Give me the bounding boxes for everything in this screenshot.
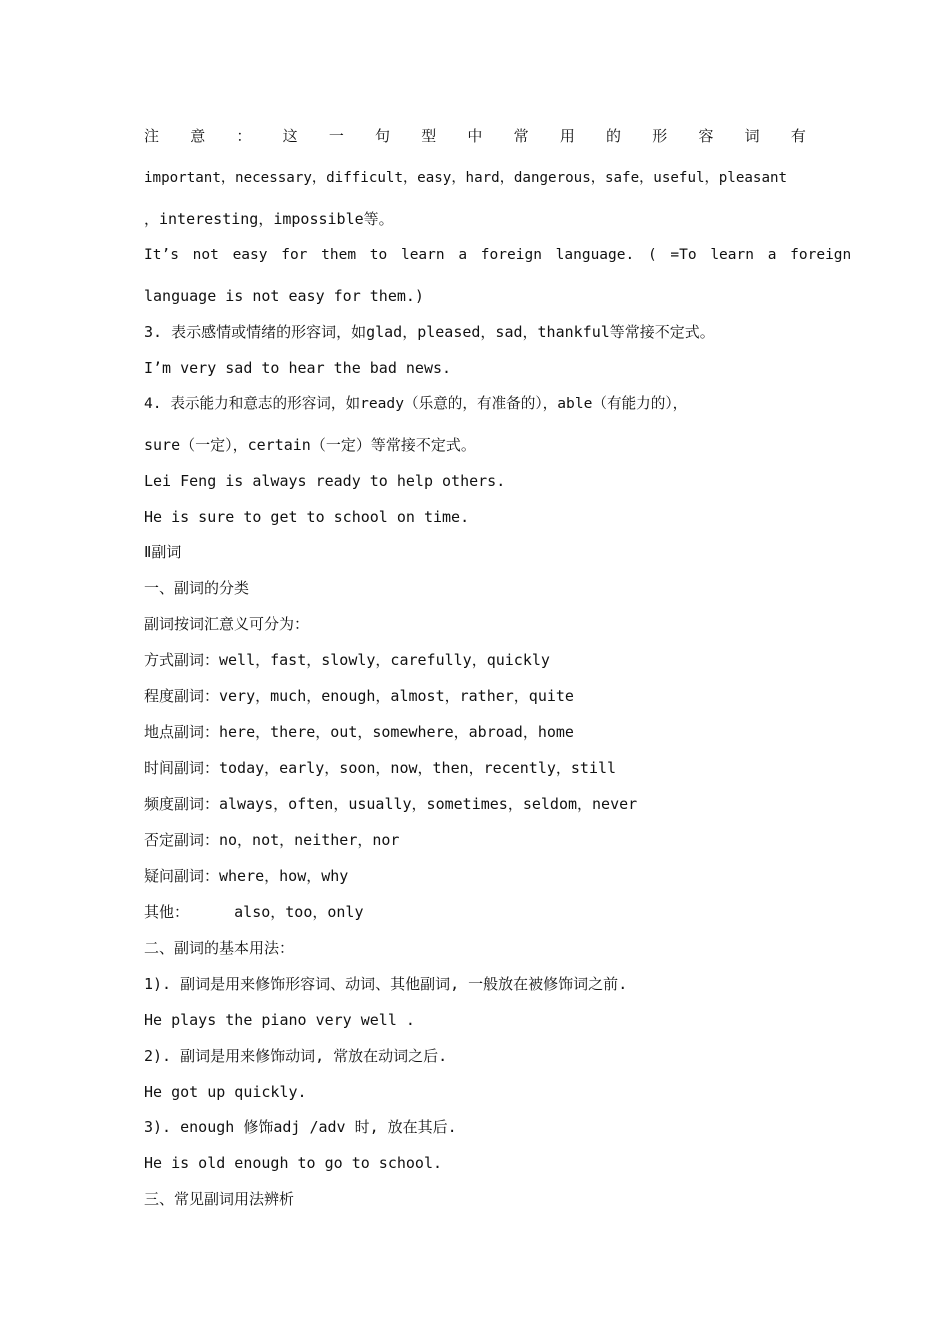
subheading-basic-usage: 二、副词的基本用法：: [144, 939, 295, 957]
note-char: 用: [559, 127, 575, 145]
note-char: 注: [144, 127, 160, 145]
adverb-type-manner: 方式副词：well，fast，slowly，carefully，quickly: [144, 651, 550, 669]
note-char: 常: [513, 127, 529, 145]
note-char: 容: [698, 127, 714, 145]
note-char: 句: [375, 127, 391, 145]
note-char: 一: [328, 127, 344, 145]
example-sentence-4b: He is sure to get to school on time.: [144, 508, 470, 526]
note-char: 型: [421, 127, 437, 145]
example-sentence-1b: language is not easy for them.): [144, 287, 424, 305]
note-char: 的: [606, 127, 622, 145]
note-char: 意: [190, 127, 206, 145]
note-char: 这: [282, 127, 298, 145]
adverb-type-interrogative: 疑问副词：where，how，why: [144, 867, 349, 885]
usage-rule-1: 1). 副词是用来修饰形容词、动词、其他副词, 一般放在被修饰词之前.: [144, 975, 628, 993]
point-3: 3. 表示感情或情绪的形容词，如glad，pleased，sad，thankful等常接不定式。: [144, 323, 715, 341]
point-4b: sure（一定），certain（一定）等常接不定式。: [144, 436, 476, 454]
usage-example-1: He plays the piano very well .: [144, 1011, 415, 1029]
example-sentence-4a: Lei Feng is always ready to help others.: [144, 472, 506, 490]
classification-intro: 副词按词汇意义可分为：: [144, 615, 310, 633]
usage-example-2: He got up quickly.: [144, 1083, 307, 1101]
adjective-list-line-2: ，interesting，impossible等。: [144, 210, 394, 228]
note-char: ：: [236, 127, 252, 145]
example-sentence-1a: It’s not easy for them to learn a foreign language. ( =To learn a foreign: [144, 247, 852, 263]
note-char: 形: [652, 127, 668, 145]
adverb-type-others: 其他： also，too，only: [144, 903, 364, 921]
adverb-type-degree: 程度副词：very，much，enough，almost，rather，quite: [144, 687, 574, 705]
adverb-type-negative: 否定副词：no，not，neither，nor: [144, 831, 400, 849]
subheading-usage-comparison: 三、常见副词用法辨析: [144, 1190, 295, 1208]
point-4a: 4. 表示能力和意志的形容词，如ready（乐意的，有准备的），able（有能力的），: [144, 395, 688, 412]
adverb-type-time: 时间副词：today，early，soon，now，then，recently，still: [144, 759, 617, 777]
note-heading-line: [144, 126, 806, 146]
usage-rule-2: 2). 副词是用来修饰动词, 常放在动词之后.: [144, 1047, 448, 1065]
example-sentence-3: I’m very sad to hear the bad news.: [144, 359, 452, 377]
note-char: 词: [744, 127, 760, 145]
adverb-type-frequency: 频度副词：always，often，usually，sometimes，seldom，never: [144, 795, 638, 813]
adjective-list-line-1: important，necessary，difficult，easy，hard，dangerous，safe，useful，pleasant: [144, 170, 788, 186]
adverb-type-place: 地点副词：here，there，out，somewhere，abroad，home: [144, 723, 574, 741]
section-heading-adverb: Ⅱ副词: [144, 543, 182, 561]
subheading-classification: 一、副词的分类: [144, 579, 250, 597]
usage-example-3: He is old enough to go to school.: [144, 1154, 443, 1172]
usage-rule-3: 3). enough 修饰adj /adv 时, 放在其后.: [144, 1118, 457, 1136]
note-char: 有: [790, 127, 806, 145]
note-char: 中: [467, 127, 483, 145]
